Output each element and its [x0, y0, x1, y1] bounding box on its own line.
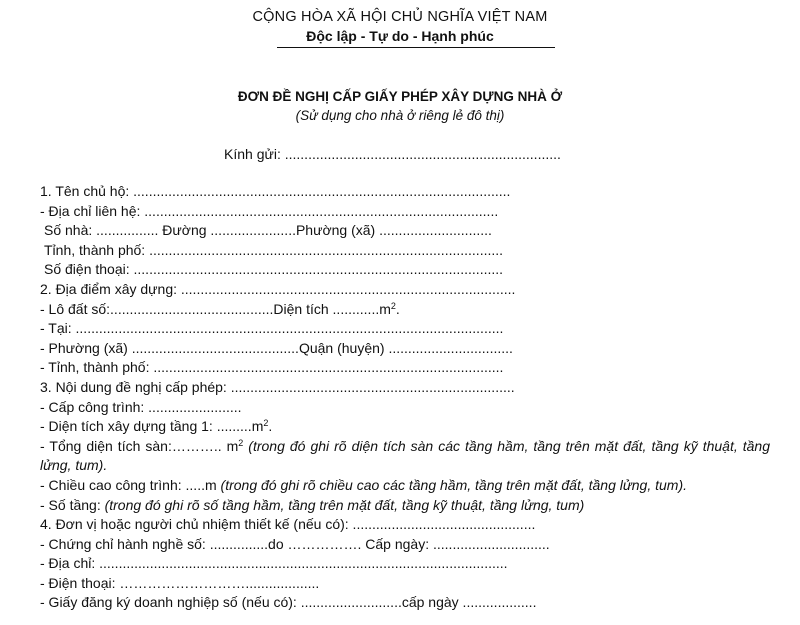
ground-floor-area-text: - Diện tích xây dựng tầng 1: .........m: [40, 418, 264, 435]
ward-district-line: - Phường (xã) ...........................................Quận (huyện) ................................: [40, 339, 513, 356]
contact-address-line: - Địa chỉ liên hệ: ...........................................................................................: [40, 202, 499, 219]
province-line: Tỉnh, thành phố: ...........................................................................................: [44, 241, 504, 258]
building-height-note: (trong đó ghi rõ chiều cao các tầng hầm, tầng trên mặt đất, tầng lửng, tum).: [216, 476, 687, 493]
building-height-text: - Chiều cao công trình: .....m: [40, 476, 217, 493]
floor-count-note: (trong đó ghi rõ số tầng hầm, tầng trên mặt đất, tầng kỹ thuật, tầng lửng, tum): [104, 496, 585, 513]
site-province-line: - Tỉnh, thành phố: ..........................................................................................: [40, 359, 504, 376]
land-lot-end: .: [395, 300, 400, 317]
floor-count-line: [40, 496, 770, 516]
business-registration-line: - Giấy đăng ký doanh nghiệp số (nếu có): ..........................cấp ngày ...................: [40, 594, 537, 611]
construction-grade-line: - Cấp công trình: ........................: [40, 398, 242, 415]
total-floor-area-note: (trong đó ghi rõ diện tích sàn các tầng hầm, tầng trên mặt đất, tầng kỹ thuật, tầng lửng, tum).: [40, 437, 770, 474]
form-title: ĐƠN ĐỀ NGHỊ CẤP GIẤY PHÉP XÂY DỰNG NHÀ Ở: [237, 89, 563, 104]
owner-name-line: 1. Tên chủ hộ: .................................................................................................: [40, 183, 511, 199]
construction-site-line: 2. Địa điểm xây dựng: ......................................................................................: [40, 280, 516, 297]
national-header: [0, 8, 800, 48]
national-motto: Độc lập - Tự do - Hạnh phúc: [306, 28, 494, 44]
house-number-line: Số nhà: ................ Đường ......................Phường (xã) .............................: [44, 222, 492, 239]
motto-underline: [277, 47, 555, 48]
form-subtitle: (Sử dụng cho nhà ở riêng lẻ đô thị): [295, 108, 505, 123]
designer-line: 4. Đơn vị hoặc người chủ nhiệm thiết kế (nếu có): ...............................................: [40, 516, 536, 533]
location-line: - Tại: ..............................................................................................................: [40, 320, 504, 337]
area-unit-sup: 2: [390, 300, 396, 311]
permit-content-line: 3. Nội dung đề nghị cấp phép: .........................................................................: [40, 378, 515, 395]
ground-floor-area-end: .: [268, 418, 273, 435]
total-floor-unit-sup: 2: [238, 437, 244, 448]
ground-floor-area-line: [40, 417, 770, 437]
country-name: CỘNG HÒA XÃ HỘI CHỦ NGHĨA VIỆT NAM: [252, 9, 548, 25]
land-lot-text: - Lô đất số:..........................................Diện tích ............m: [40, 300, 391, 317]
land-lot-line: [40, 300, 770, 320]
recipient-line: Kính gửi: .......................................................................: [224, 146, 561, 162]
form-body: [40, 182, 770, 613]
phone-line: Số điện thoại: ...............................................................................................: [44, 261, 504, 278]
practice-certificate-line: - Chứng chỉ hành nghề số: ...............do ……………. Cấp ngày: ..............................: [40, 535, 550, 552]
building-height-line: [40, 476, 770, 496]
total-floor-area-line: [40, 437, 770, 476]
ground-floor-unit-sup: 2: [263, 418, 269, 429]
total-floor-area-text: - Tổng diện tích sàn:……….. m: [40, 437, 239, 454]
floor-count-text: - Số tầng:: [40, 496, 105, 513]
designer-address-line: - Địa chỉ: .........................................................................................................: [40, 555, 508, 572]
designer-phone-line: - Điện thoại: ………………………...................: [40, 574, 320, 591]
